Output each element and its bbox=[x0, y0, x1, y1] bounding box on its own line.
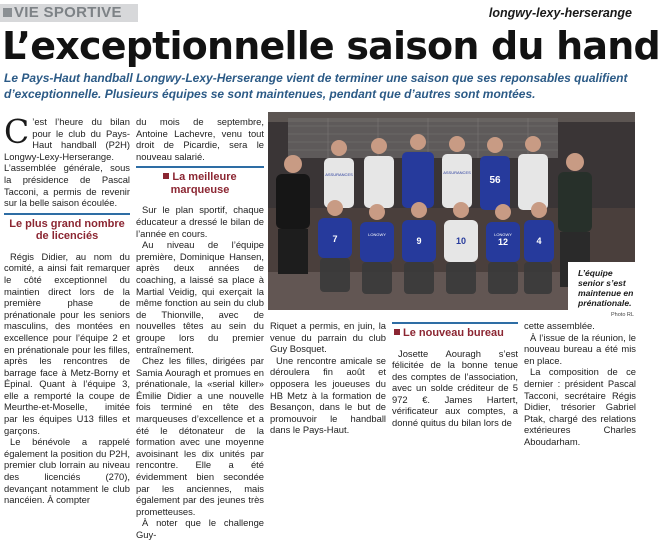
shirt-sponsor-text: LONGWY bbox=[368, 232, 386, 237]
paragraph: La composition de ce dernier : président Pascal Tacconi, secrétaire Régis Didier, trésorier Gabriel Ptak, chargé des relations extérieures Charles Aboudarham. bbox=[524, 366, 636, 447]
jersey-number: 4 bbox=[536, 236, 542, 246]
article-title: L’exceptionnelle saison du hand bbox=[2, 24, 660, 68]
paragraph: Une rencontre amicale se déroulera fin août et opposera les joueuses du HB Metz à la formation de Besançon, dans le but de promouvoir le handball dans le Pays-Haut. bbox=[270, 354, 386, 436]
subhead-text: Le nouveau bureau bbox=[403, 327, 504, 339]
jersey-number: 10 bbox=[455, 236, 467, 246]
subhead-marqueuse bbox=[136, 166, 264, 200]
article-lead: Le Pays-Haut handball Longwy-Lexy-Herserange vient de terminer une saison que ses reponsables qualifient d’exceptionnelle. Plusieurs équipes se sont maintenues, pendant que d’autres sont montées. bbox=[4, 71, 628, 101]
section-rubric bbox=[0, 4, 138, 22]
subhead-licencies: Le plus grand nombre de licenciés bbox=[4, 213, 130, 247]
shirt-sponsor-text: LONGWY bbox=[494, 232, 512, 237]
column-2 bbox=[136, 116, 264, 541]
paragraph: cette assemblée. bbox=[524, 320, 595, 331]
intro-paragraph bbox=[4, 112, 130, 209]
drop-cap: C bbox=[4, 112, 30, 151]
rubric-label: VIE SPORTIVE bbox=[14, 4, 122, 21]
square-bullet-icon bbox=[163, 173, 169, 179]
subhead-bureau bbox=[392, 322, 518, 344]
subhead-text: La meilleure marqueuse bbox=[170, 171, 237, 196]
jersey-number: 12 bbox=[497, 237, 509, 247]
paragraph: Au niveau de l’équipe première, Dominique Hansen, après deux années de coaching, a laissé sa place à Martial Veidig, qui exerçait la même fonction au sein du club de Thionville, avec de nouvelles têtes au sein du groupe lors du premier entraînement. bbox=[136, 239, 264, 355]
shirt-sponsor-text: ASSURANCES bbox=[325, 172, 353, 177]
paragraph: À noter que le challenge Guy- bbox=[136, 517, 264, 540]
jersey-number: 7 bbox=[332, 234, 338, 244]
photo-caption: L’équipe senior s’est maintenue en prénationale. bbox=[578, 268, 634, 308]
top-bar bbox=[0, 0, 640, 24]
paragraph: Régis Didier, au nom du comité, a ainsi fait remarquer le côté exceptionnel du maintien direct lors de la première phase de prénationale pour les seniors masculins, des montées en excellence pour l’équipe 2 et en prénationale pour les filles, après les rencontres de barrage face à Metz-Borny et Épinal. Quant à l’équipe 3, elle a remporté la coupe de Meurthe-et-Moselle, imitée par les équipes U13 filles et garçons. bbox=[4, 250, 130, 436]
shirt-sponsor-text: ASSURANCES bbox=[443, 170, 471, 175]
paragraph: Chez les filles, dirigées par Samia Aouragh et promues en prénationale, la «serial killer» Émilie Didier a une nouvelle fois terminé en tête des marqueuses d’excellence et a été le détonateur de la formation avec une moyenne avoisinant les dix unités par rencontre. Elle a été évidemment bien secondée par les anciennes, mais également par des jeunes très prometteuses. bbox=[136, 355, 264, 517]
intro-text: ’est l’heure du bilan pour le club du Pays-Haut handball (P2H) Longwy-Lexy-Herserange. L’assemblée générale, sous la présidence de Pascal Tacconi, a permis de revenir sur la belle saison écoulée. bbox=[4, 116, 130, 209]
column-1 bbox=[4, 112, 130, 506]
locality-label: longwy-lexy-herserange bbox=[488, 6, 632, 20]
photo-credit: Photo RL bbox=[611, 312, 634, 318]
paragraph: Riquet a permis, en juin, la venue du parrain du club Guy Bosquet. bbox=[270, 320, 386, 355]
square-bullet-icon bbox=[3, 8, 12, 17]
paragraph: À l’issue de la réunion, le nouveau bureau a été mis en place. bbox=[524, 331, 636, 366]
jersey-number: 9 bbox=[416, 236, 422, 246]
column-3 bbox=[270, 320, 386, 436]
square-bullet-icon bbox=[394, 329, 400, 335]
paragraph: Sur le plan sportif, chaque éducateur a dressé le bilan de l’année en cours. bbox=[136, 204, 264, 239]
column-4 bbox=[392, 320, 518, 429]
jersey-number: 56 bbox=[489, 175, 501, 186]
column-5 bbox=[524, 320, 636, 448]
paragraph: Josette Aouragh s’est félicitée de la bonne tenue des comptes de l’association, avec un solde créditeur de 5 972 €. James Hartert, vérificateur aux comptes, a donné quitus du bilan lors de bbox=[392, 347, 518, 429]
paragraph: Le bénévole a rappelé également la position du P2H, premier club lorrain au niveau des licenciés (270), devançant notamment le club nancéien. À compter bbox=[4, 436, 130, 506]
paragraph: du mois de septembre, Antoine Lachevre, venu tout droit de Picardie, sera le nouveau salarié. bbox=[136, 116, 264, 162]
